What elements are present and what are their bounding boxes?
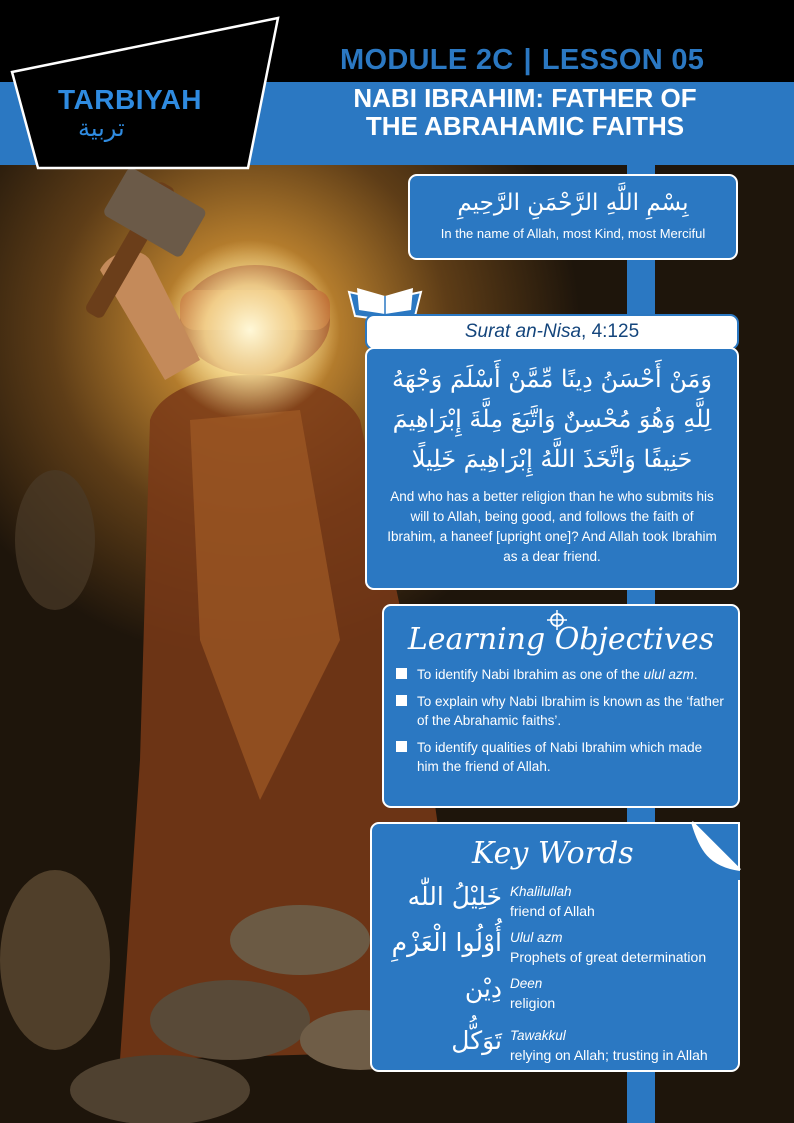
lesson-title-line1: NABI IBRAHIM: FATHER OF bbox=[353, 83, 697, 113]
surah-reference bbox=[365, 314, 739, 350]
basmala-arabic: بِسْمِ اللَّهِ الرَّحْمَنِ الرَّحِيمِ bbox=[457, 190, 689, 216]
verse-arabic-line: لِلَّهِ وَهُوَ مُحْسِنٌ وَاتَّبَعَ مِلَّةَ إِبْرَاهِيمَ bbox=[392, 405, 712, 433]
verse-arabic bbox=[367, 359, 737, 479]
key-words-title: Key Words bbox=[472, 836, 634, 871]
keyword-row bbox=[372, 974, 742, 1020]
keyword-row bbox=[372, 928, 742, 974]
logo-arabic-text: تربية bbox=[78, 114, 125, 142]
keyword-arabic: أُوْلُوا الْعَزْمِ bbox=[391, 928, 502, 957]
learning-objectives-title: Learning Objectives bbox=[407, 622, 715, 657]
basmala-box bbox=[408, 174, 738, 260]
objective-item bbox=[396, 738, 724, 776]
surah-verse-box bbox=[365, 347, 739, 590]
keyword-definition: friend of Allah bbox=[510, 903, 595, 919]
module-lesson-line bbox=[340, 40, 710, 80]
objective-text bbox=[417, 665, 698, 684]
key-words-box bbox=[370, 822, 740, 1072]
keyword-row bbox=[372, 1026, 742, 1072]
module-label: MODULE 2C bbox=[340, 43, 514, 76]
checkbox-square-icon bbox=[396, 741, 407, 752]
objective-text: To explain why Nabi Ibrahim is known as the ‘father of the Abrahamic faiths’. bbox=[417, 694, 724, 728]
keyword-term: Tawakkul bbox=[510, 1028, 566, 1043]
verse-translation: And who has a better religion than he who submits his will to Allah, being good, and follows the faith of Ibrahim, a haneef [upright one]? And Allah took Ibrahim as a dear friend. bbox=[387, 489, 717, 564]
keyword-term: Ulul azm bbox=[510, 930, 563, 945]
keyword-definition: relying on Allah; trusting in Allah bbox=[510, 1047, 708, 1063]
keyword-definition: religion bbox=[510, 995, 556, 1011]
logo-text: TARBIYAH bbox=[58, 84, 203, 115]
keyword-definition: Prophets of great determination bbox=[510, 949, 707, 965]
verse-arabic-line: وَمَنْ أَحْسَنُ دِينًا مِّمَّنْ أَسْلَمَ وَجْهَهُ bbox=[391, 365, 712, 393]
keyword-row bbox=[372, 882, 742, 928]
lesson-title bbox=[330, 84, 720, 140]
checkbox-square-icon bbox=[396, 668, 407, 679]
surah-verse-ref: , 4:125 bbox=[581, 321, 640, 342]
lesson-title-line2: THE ABRAHAMIC FAITHS bbox=[365, 111, 685, 141]
verse-arabic-line: حَنِيفًا وَاتَّخَذَ اللَّهُ إِبْرَاهِيمَ خَلِيلًا bbox=[411, 445, 693, 473]
keyword-arabic: خَلِيْلُ اللّٰه bbox=[407, 882, 502, 911]
objective-text-end: . bbox=[693, 667, 698, 682]
keyword-term: Deen bbox=[510, 976, 543, 991]
target-icon bbox=[546, 609, 568, 631]
objective-text-part: To identify Nabi Ibrahim as one of the bbox=[417, 667, 644, 682]
objective-item bbox=[396, 665, 724, 684]
objective-text: To identify qualities of Nabi Ibrahim which made him the friend of Allah. bbox=[417, 740, 703, 774]
keyword-term: Khalilullah bbox=[510, 884, 572, 899]
keyword-arabic: دِيْن bbox=[464, 974, 502, 1003]
page-curl-icon bbox=[690, 820, 742, 882]
checkbox-square-icon bbox=[396, 695, 407, 706]
objective-item bbox=[396, 692, 724, 730]
basmala-translation: In the name of Allah, most Kind, most Merciful bbox=[440, 226, 706, 241]
keyword-arabic: تَوَكُّل bbox=[451, 1026, 502, 1055]
separator: | bbox=[523, 43, 532, 76]
surah-name: Surat an-Nisa bbox=[464, 321, 582, 342]
learning-objectives-box bbox=[382, 604, 740, 808]
objective-emphasis: ulul azm bbox=[643, 667, 694, 682]
lesson-label: LESSON 05 bbox=[541, 43, 705, 76]
